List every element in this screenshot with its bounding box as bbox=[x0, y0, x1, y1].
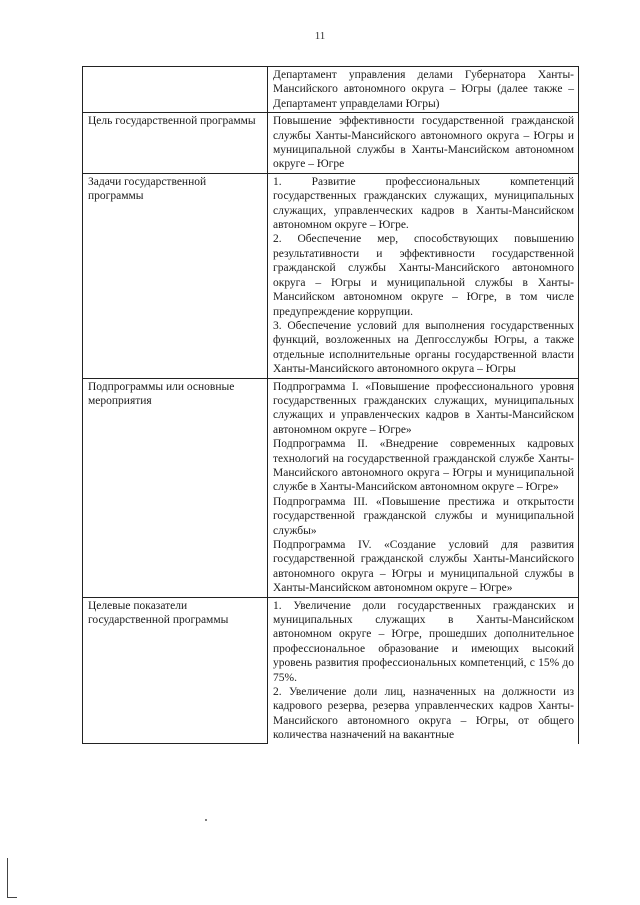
subprogram-paragraph: Подпрограмма II. «Внедрение современных кадровых технологий на государственной гражданской службе Ханты-Мансийского автономного округа – Югры и муниципальной службе в Ханты-Мансийском автономном округе – Югре» bbox=[273, 438, 574, 494]
table-row-program-goal bbox=[83, 113, 579, 174]
task-paragraph: 1. Развитие профессиональных компетенций государственных гражданских служащих, муниципальных служащих, управленческих кадров в Ханты-Мансийском автономном округе – Югре. bbox=[273, 175, 574, 232]
subprogram-paragraph: Подпрограмма III. «Повышение престижа и открытости государственной гражданской службы и муниципальной службы» bbox=[273, 495, 574, 537]
row-label: Подпрограммы или основные мероприятия bbox=[83, 378, 268, 597]
row-value bbox=[268, 597, 579, 744]
row-label: Задачи государственной программы bbox=[83, 173, 268, 378]
table-row-program-tasks bbox=[83, 173, 579, 378]
value-paragraph: Департамент управления делами Губернатора Ханты-Мансийского автономного округа – Югры (далее также – Департамент управделами Югры) bbox=[273, 69, 574, 110]
task-paragraph: 2. Обеспечение мер, способствующих повышению результативности и эффективности государственной гражданской службы Ханты-Мансийского автономного округа – Югры и муниципальной службы в Ханты-Мансийском автономном округе – Югре, в том числе предупреждение коррупции. bbox=[273, 233, 574, 318]
row-value bbox=[268, 173, 579, 378]
table-row-subprograms bbox=[83, 378, 579, 597]
task-paragraph: 3. Обеспечение условий для выполнения государственных функций, возложенных на Депгосслужбы Югры, а также отдельные исполнительные органы государственной власти Ханты-Мансийского автономного округа – Югры bbox=[273, 319, 574, 376]
page-margin-mark bbox=[7, 858, 8, 898]
row-label bbox=[83, 67, 268, 113]
table-row-responsible-executor bbox=[83, 67, 579, 113]
indicator-paragraph: 1. Увеличение доли государственных гражданских и муниципальных служащих в Ханты-Мансийском автономном округе – Югре, прошедших дополнительное профессиональное образование и имеющих высокий уровень развития профессиональных компетенций, с 15% до 75%. bbox=[273, 599, 574, 684]
subprogram-paragraph: Подпрограмма I. «Повышение профессионального уровня государственных гражданских служащих, муниципальных служащих и управленческих кадров в Ханты-Мансийском автономном округе – Югре» bbox=[273, 380, 574, 436]
row-value bbox=[268, 113, 579, 174]
page-corner-mark bbox=[7, 897, 17, 898]
page-number: 11 bbox=[314, 30, 326, 42]
subprogram-paragraph: Подпрограмма IV. «Создание условий для развития государственной гражданской службы Ханты-Мансийского автономного округа – Югры и муниципальной службы в Ханты-Мансийском автономном округе – Югре» bbox=[273, 539, 574, 595]
program-passport-table bbox=[82, 66, 579, 744]
row-label: Цель государственной программы bbox=[83, 113, 268, 174]
row-label: Целевые показатели государственной программы bbox=[83, 597, 268, 744]
table-row-target-indicators bbox=[83, 597, 579, 744]
value-paragraph: Повышение эффективности государственной гражданской службы Ханты-Мансийского автономного округа – Югры и муниципальной службы в Ханты-Мансийском автономном округе – Югре bbox=[273, 115, 574, 171]
row-value bbox=[268, 67, 579, 113]
indicator-paragraph: 2. Увеличение доли лиц, назначенных на должности из кадрового резерва, резерва управленческих кадров Ханты-Мансийского автономного округа – Югры, от общего количества назначений на вакантные bbox=[273, 686, 574, 742]
scan-artifact-dot bbox=[205, 819, 207, 821]
row-value bbox=[268, 378, 579, 597]
